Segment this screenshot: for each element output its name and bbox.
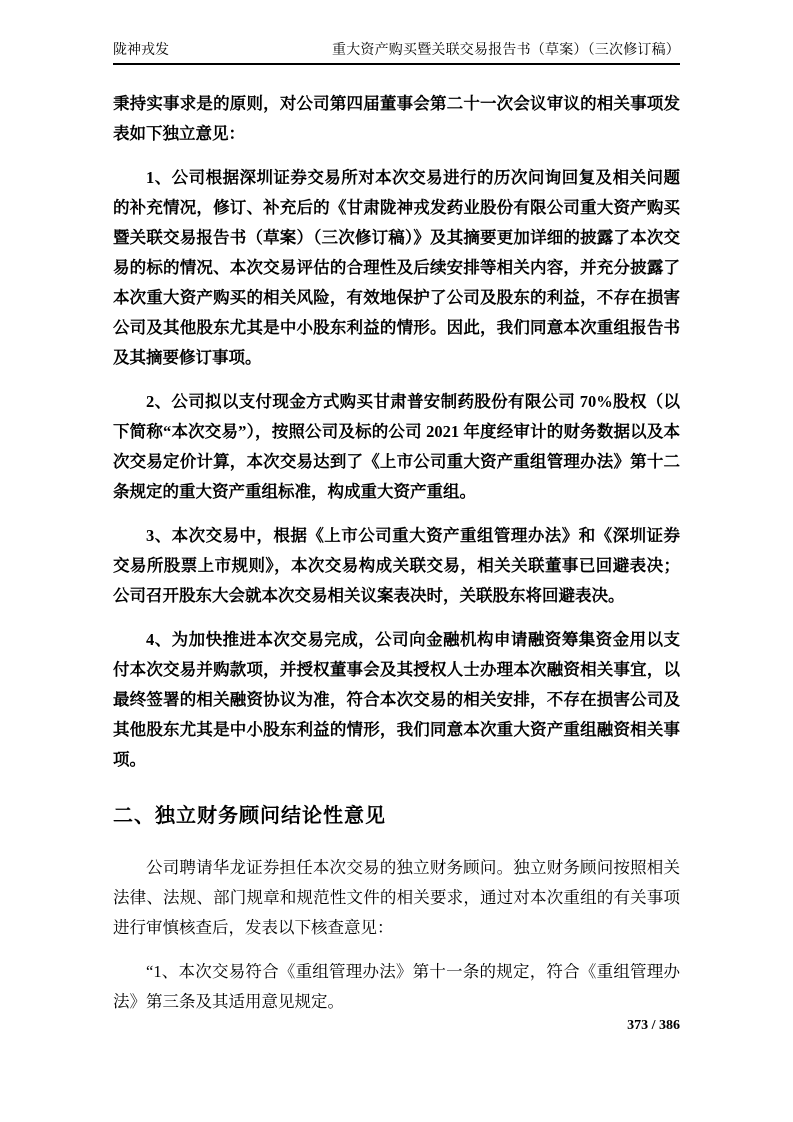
paragraph-advisor-intro: 公司聘请华龙证券担任本次交易的独立财务顾问。独立财务顾问按照相关法律、法规、部门规章和规范性文件的相关要求，通过对本次重组的有关事项进行审慎核查后，发表以下核查意见： [113,858,680,937]
paragraph-opinion-item-3: 3、本次交易中，根据《上市公司重大资产重组管理办法》和《深圳证券交易所股票上市规则》，本次交易构成关联交易，相关关联董事已回避表决；公司召开股东大会就本次交易相关议案表决时，关联股东将回避表决。 [113,526,680,605]
paragraph-intro: 秉持实事求是的原则，对公司第四届董事会第二十一次会议审议的相关事项发表如下独立意见： [113,94,680,143]
section-heading-independent-financial-advisor: 二、独立财务顾问结论性意见 [113,805,386,827]
page-header [113,0,680,65]
paragraph-advisor-item-1: “1、本次交易符合《重组管理办法》第十一条的规定，符合《重组管理办法》第三条及其适用意见规定。 [113,962,680,1011]
header-company-name: 陇神戎发 [113,43,169,58]
page-number: 373 / 386 [627,1018,680,1033]
paragraph-opinion-item-1: 1、公司根据深圳证券交易所对本次交易进行的历次问询回复及相关问题的补充情况，修订、补充后的《甘肃陇神戎发药业股份有限公司重大资产购买暨关联交易报告书（草案）（三次修订稿）》及其摘要更加详细的披露了本次交易的标的情况、本次交易评估的合理性及后续安排等相关内容，并充分披露了本次重大资产购买的相关风险，有效地保护了公司及股东的利益，不存在损害公司及其他股东尤其是中小股东利益的情形。因此，我们同意本次重组报告书及其摘要修订事项。 [113,168,680,367]
document-body [113,89,680,1017]
header-report-title: 重大资产购买暨关联交易报告书（草案）（三次修订稿） [332,43,680,58]
paragraph-opinion-item-2: 2、公司拟以支付现金方式购买甘肃普安制药股份有限公司 70%股权（以下简称“本次交易”），按照公司及标的公司 2021 年度经审计的财务数据以及本次交易定价计算，本次交易达到了《上市公司重大资产重组管理办法》第十二条规定的重大资产重组标准，构成重大资产重组。 [113,392,680,501]
paragraph-opinion-item-4: 4、为加快推进本次交易完成，公司向金融机构申请融资筹集资金用以支付本次交易并购款项，并授权董事会及其授权人士办理本次融资相关事宜，以最终签署的相关融资协议为准，符合本次交易的相关安排，不存在损害公司及其他股东尤其是中小股东利益的情形，我们同意本次重大资产重组融资相关事项。 [113,630,680,769]
